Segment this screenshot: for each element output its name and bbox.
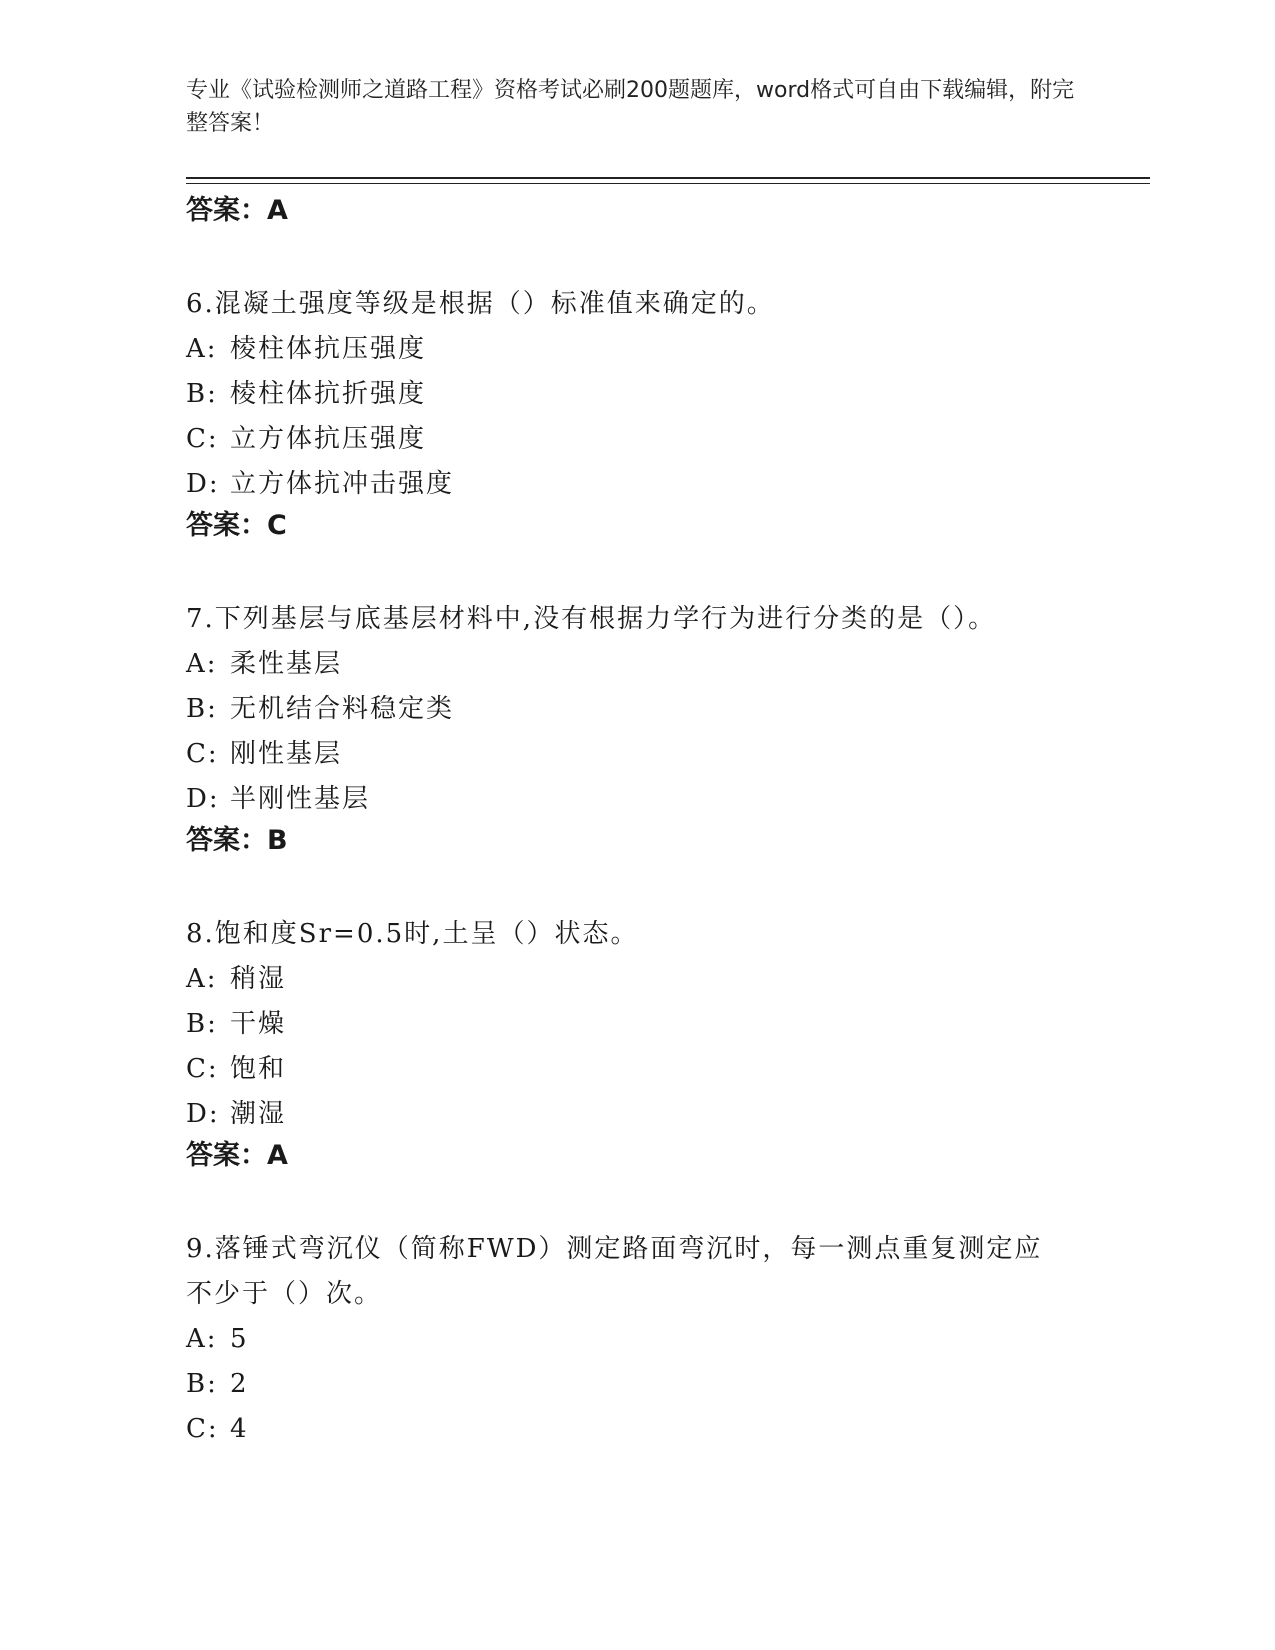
option-item	[186, 462, 1126, 507]
option-text: 半刚性基层	[230, 784, 371, 814]
option-letter: A:	[186, 964, 218, 994]
option-item	[186, 777, 1126, 822]
option-text: 5	[230, 1324, 249, 1354]
option-letter: B:	[186, 379, 218, 409]
option-text: 4	[230, 1414, 249, 1444]
option-text: 柔性基层	[230, 649, 343, 679]
option-letter: B:	[186, 1009, 218, 1039]
question-block	[186, 597, 1126, 912]
option-item	[186, 687, 1126, 732]
option-text: 棱柱体抗折强度	[230, 379, 427, 409]
option-text: 无机结合料稳定类	[230, 694, 455, 724]
option-text: 棱柱体抗压强度	[230, 334, 427, 364]
option-letter: A:	[186, 649, 218, 679]
option-letter: B:	[186, 1369, 218, 1399]
option-letter: D:	[186, 469, 220, 499]
option-letter: C:	[186, 424, 219, 454]
option-item	[186, 1002, 1126, 1047]
question-block	[186, 282, 1126, 597]
option-letter: C:	[186, 1414, 219, 1444]
option-letter: B:	[186, 694, 218, 724]
header-rule-thin	[186, 183, 1150, 184]
option-item	[186, 1092, 1126, 1137]
option-item	[186, 372, 1126, 417]
option-item	[186, 417, 1126, 462]
option-text: 稍湿	[230, 964, 287, 994]
option-item	[186, 1407, 1126, 1452]
document-header: 专业《试验检测师之道路工程》资格考试必刷200题题库，word格式可自由下载编辑，附完整答案！	[186, 78, 1075, 136]
option-item	[186, 1317, 1126, 1362]
option-item	[186, 957, 1126, 1002]
answer-label: 答案：A	[186, 195, 288, 226]
option-item	[186, 327, 1126, 372]
answer-label: 答案：C	[186, 510, 287, 541]
answer-label: 答案：B	[186, 825, 288, 856]
option-text: 刚性基层	[230, 739, 343, 769]
option-item	[186, 642, 1126, 687]
option-text: 2	[230, 1369, 249, 1399]
header-rule-thick	[186, 177, 1150, 179]
option-text: 立方体抗压强度	[230, 424, 427, 454]
question-text: 9.落锤式弯沉仪（简称FWD）测定路面弯沉时，每一测点重复测定应不少于（）次。	[186, 1234, 1043, 1309]
option-text: 干燥	[230, 1009, 287, 1039]
question-block	[186, 1227, 1126, 1452]
option-text: 饱和	[230, 1054, 287, 1084]
question-text: 8.饱和度Sr=0.5时,土呈（）状态。	[186, 919, 639, 949]
question-list	[186, 192, 1126, 1452]
option-letter: A:	[186, 334, 218, 364]
option-item	[186, 732, 1126, 777]
option-letter: C:	[186, 1054, 219, 1084]
option-letter: D:	[186, 784, 220, 814]
answer-label: 答案：A	[186, 1140, 288, 1171]
question-text: 6.混凝土强度等级是根据（）标准值来确定的。	[186, 289, 775, 319]
question-block	[186, 912, 1126, 1227]
option-item	[186, 1047, 1126, 1092]
option-letter: C:	[186, 739, 219, 769]
option-text: 立方体抗冲击强度	[230, 469, 455, 499]
option-letter: A:	[186, 1324, 218, 1354]
question-text: 7.下列基层与底基层材料中,没有根据力学行为进行分类的是（）。	[186, 604, 997, 634]
option-item	[186, 1362, 1126, 1407]
option-letter: D:	[186, 1099, 220, 1129]
option-text: 潮湿	[230, 1099, 287, 1129]
